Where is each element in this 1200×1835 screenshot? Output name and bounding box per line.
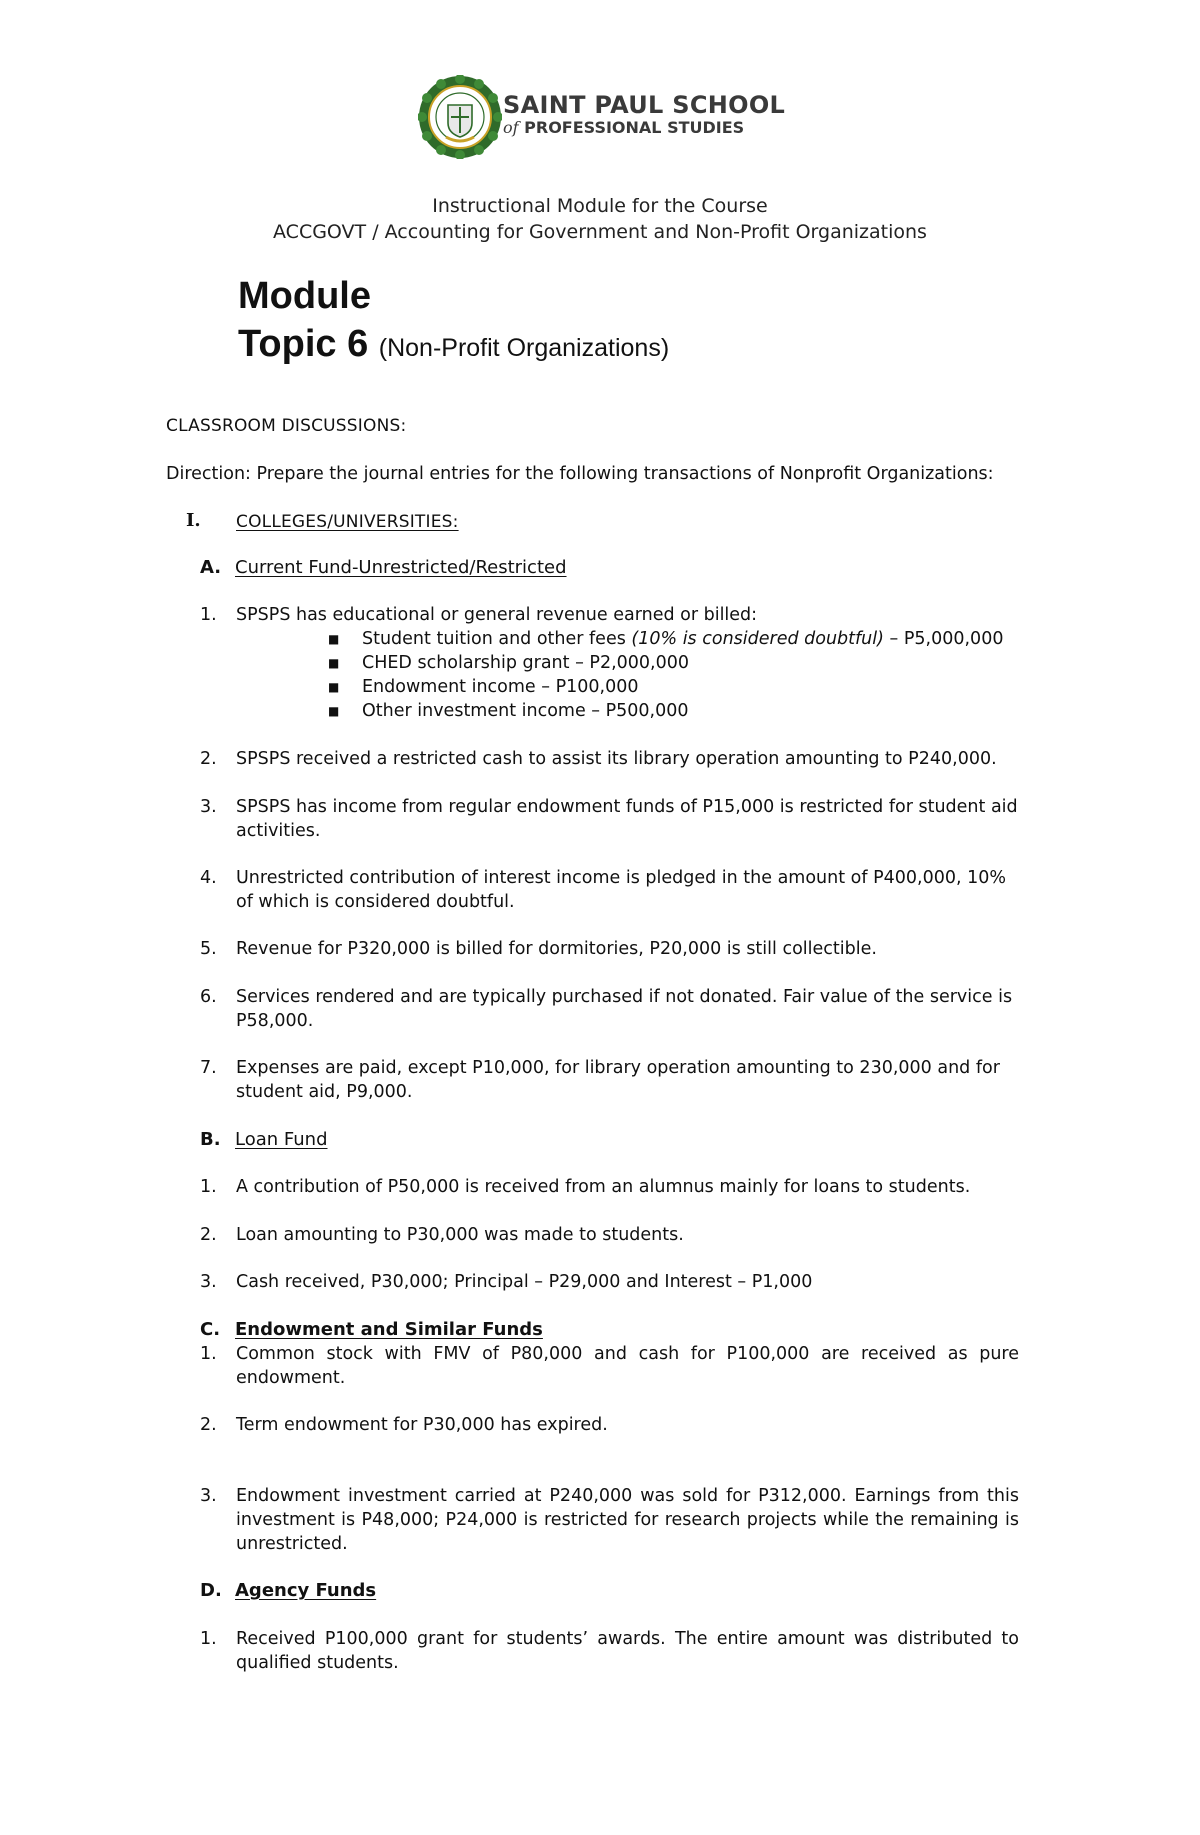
school-name-line2 [503, 118, 768, 138]
a-bullet-2: CHED scholarship grant – P2,000,000 [362, 653, 690, 673]
c-item-1-num: 1. [200, 1344, 217, 1364]
topic-title-sub: (Non-Profit Organizations) [378, 334, 670, 362]
a-bullet-1 [362, 627, 1003, 651]
b-item-1-text: A contribution of P50,000 is received from an alumnus mainly for loans to students. [236, 1177, 971, 1197]
school-name [503, 91, 786, 138]
c-item-2-num: 2. [200, 1415, 217, 1435]
module-title: Module [238, 275, 371, 317]
classroom-discussions-label: CLASSROOM DISCUSSIONS: [166, 416, 407, 436]
topic-title-main: Topic 6 [238, 323, 369, 365]
a-item-6-num: 6. [200, 987, 217, 1007]
bullet-icon: ■ [328, 632, 340, 646]
a-bullet-1-italic: (10% is considered doubtful) [631, 629, 884, 649]
part-i-heading: COLLEGES/UNIVERSITIES: [236, 512, 459, 532]
bullet-icon: ■ [328, 680, 340, 694]
b-item-3-num: 3. [200, 1272, 217, 1292]
topic-title [238, 322, 669, 370]
a-item-1-text: SPSPS has educational or general revenue earned or billed: [236, 605, 758, 625]
section-a-title: Current Fund-Unrestricted/Restricted [235, 557, 567, 578]
a-item-6-text: Services rendered and are typically purchased if not donated. Fair value of the service is P58,000. [236, 987, 1013, 1031]
section-a-letter: A. [200, 557, 222, 578]
a-item-3-text: SPSPS has income from regular endowment funds of P15,000 is restricted for student aid activities. [236, 797, 1018, 841]
section-d-letter: D. [200, 1580, 222, 1601]
a-item-7-text: Expenses are paid, except P10,000, for library operation amounting to 230,000 and for student aid, P9,000. [236, 1058, 1000, 1102]
direction-text: Direction: Prepare the journal entries for the following transactions of Nonprofit Organizations: [166, 464, 994, 484]
section-c-title: Endowment and Similar Funds [235, 1319, 543, 1340]
bullet-icon: ■ [328, 656, 340, 670]
section-c-letter: C. [200, 1319, 221, 1340]
b-item-2-text: Loan amounting to P30,000 was made to students. [236, 1225, 684, 1245]
a-item-2-num: 2. [200, 749, 217, 769]
course-line-2: ACCGOVT / Accounting for Government and Non-Profit Organizations [273, 221, 927, 243]
a-bullet-1-post: – P5,000,000 [883, 629, 1004, 649]
section-b-title: Loan Fund [235, 1129, 328, 1150]
school-logo [418, 75, 786, 160]
a-bullet-3: Endowment income – P100,000 [362, 677, 639, 697]
a-item-2-text: SPSPS received a restricted cash to assist its library operation amounting to P240,000. [236, 749, 997, 769]
b-item-1-num: 1. [200, 1177, 217, 1197]
a-item-1-num: 1. [200, 605, 217, 625]
a-item-4-num: 4. [200, 868, 217, 888]
a-item-5-text: Revenue for P320,000 is billed for dormitories, P20,000 is still collectible. [236, 939, 877, 959]
d-item-1-num: 1. [200, 1629, 217, 1649]
a-item-4-text: Unrestricted contribution of interest income is pledged in the amount of P400,000, 10% of which is considered doubtful. [236, 868, 1007, 912]
section-d-title: Agency Funds [235, 1580, 377, 1601]
d-item-1-text: Received P100,000 grant for students’ awards. The entire amount was distributed to qualified students. [236, 1629, 1019, 1673]
c-item-1-text: Common stock with FMV of P80,000 and cash for P100,000 are received as pure endowment. [236, 1344, 1019, 1388]
b-item-3-text: Cash received, P30,000; Principal – P29,000 and Interest – P1,000 [236, 1272, 813, 1292]
part-i-numeral: I. [186, 510, 201, 531]
section-b-letter: B. [200, 1129, 221, 1150]
bullet-icon: ■ [328, 704, 340, 718]
a-item-7-num: 7. [200, 1058, 217, 1078]
a-bullet-4: Other investment income – P500,000 [362, 701, 689, 721]
b-item-2-num: 2. [200, 1225, 217, 1245]
c-item-3-text: Endowment investment carried at P240,000 was sold for P312,000. Earnings from this investment is P48,000; P24,000 is restricted for research projects while the remaining is unrestricted. [236, 1486, 1019, 1554]
school-name-line1: SAINT PAUL SCHOOL [503, 91, 786, 119]
a-item-5-num: 5. [200, 939, 217, 959]
course-line-1: Instructional Module for the Course [432, 195, 768, 217]
c-item-3-num: 3. [200, 1486, 217, 1506]
school-name-of: of [503, 118, 519, 137]
a-bullet-1-pre: Student tuition and other fees [362, 629, 632, 649]
school-name-rest: PROFESSIONAL STUDIES [524, 118, 745, 137]
c-item-2-text: Term endowment for P30,000 has expired. [236, 1415, 608, 1435]
school-seal-icon [418, 75, 502, 159]
a-item-3-num: 3. [200, 797, 217, 817]
